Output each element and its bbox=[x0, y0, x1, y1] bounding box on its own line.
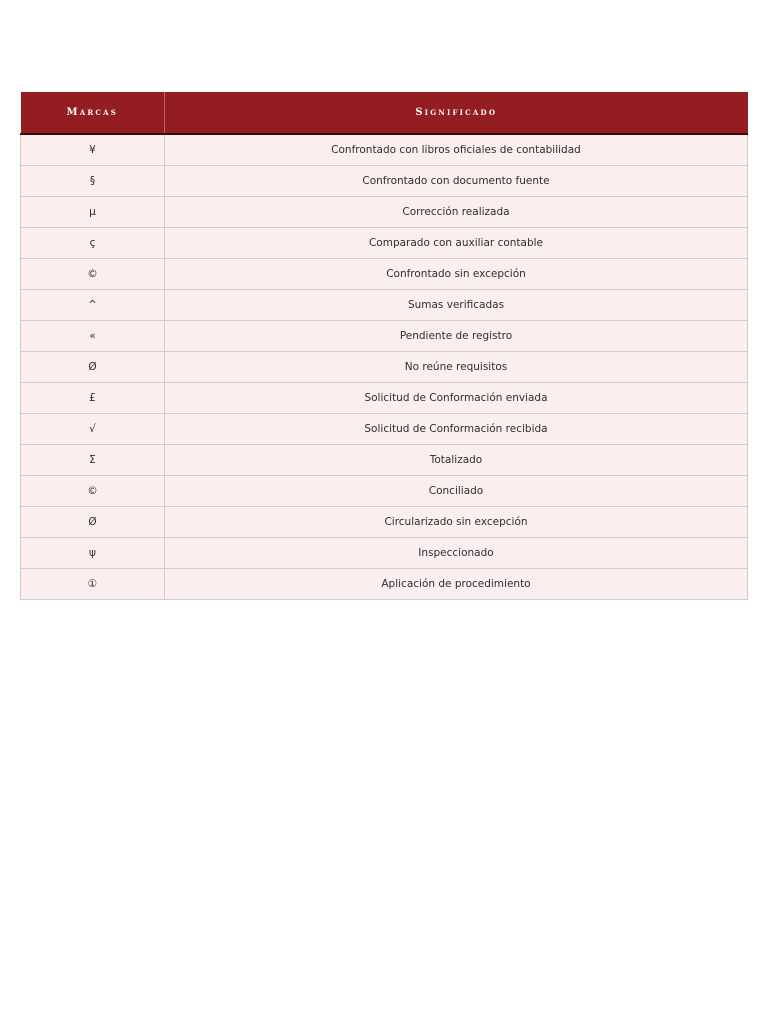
mark-symbol: Ø bbox=[21, 352, 165, 383]
header-marks: Marcas bbox=[21, 92, 165, 134]
header-meaning: Significado bbox=[165, 92, 748, 134]
mark-symbol: ç bbox=[21, 228, 165, 259]
mark-meaning: Confrontado sin excepción bbox=[165, 259, 748, 290]
table-row bbox=[21, 569, 748, 600]
table-row bbox=[21, 259, 748, 290]
mark-meaning: Solicitud de Conformación enviada bbox=[165, 383, 748, 414]
mark-meaning: Totalizado bbox=[165, 445, 748, 476]
mark-symbol: ¥ bbox=[21, 134, 165, 166]
table-row bbox=[21, 197, 748, 228]
mark-symbol: ^ bbox=[21, 290, 165, 321]
table-row bbox=[21, 414, 748, 445]
audit-marks-table bbox=[20, 92, 748, 600]
mark-symbol: ① bbox=[21, 569, 165, 600]
mark-meaning: Confrontado con documento fuente bbox=[165, 166, 748, 197]
mark-meaning: Solicitud de Conformación recibida bbox=[165, 414, 748, 445]
mark-meaning: Pendiente de registro bbox=[165, 321, 748, 352]
mark-symbol: µ bbox=[21, 197, 165, 228]
mark-meaning: No reúne requisitos bbox=[165, 352, 748, 383]
mark-symbol: Σ bbox=[21, 445, 165, 476]
table-header bbox=[21, 92, 748, 134]
mark-meaning: Confrontado con libros oficiales de contabilidad bbox=[165, 134, 748, 166]
mark-symbol: £ bbox=[21, 383, 165, 414]
mark-symbol: © bbox=[21, 476, 165, 507]
mark-meaning: Comparado con auxiliar contable bbox=[165, 228, 748, 259]
table-row bbox=[21, 134, 748, 166]
table-row bbox=[21, 476, 748, 507]
mark-symbol: √ bbox=[21, 414, 165, 445]
mark-meaning: Circularizado sin excepción bbox=[165, 507, 748, 538]
table-body bbox=[21, 134, 748, 600]
mark-meaning: Conciliado bbox=[165, 476, 748, 507]
table-row bbox=[21, 166, 748, 197]
table-row bbox=[21, 352, 748, 383]
mark-symbol: « bbox=[21, 321, 165, 352]
mark-symbol: © bbox=[21, 259, 165, 290]
table-row bbox=[21, 228, 748, 259]
table-row bbox=[21, 507, 748, 538]
mark-meaning: Corrección realizada bbox=[165, 197, 748, 228]
mark-meaning: Sumas verificadas bbox=[165, 290, 748, 321]
mark-symbol: § bbox=[21, 166, 165, 197]
table-row bbox=[21, 383, 748, 414]
table-row bbox=[21, 445, 748, 476]
table-row bbox=[21, 290, 748, 321]
mark-meaning: Aplicación de procedimiento bbox=[165, 569, 748, 600]
table-row bbox=[21, 321, 748, 352]
header-row bbox=[21, 92, 748, 134]
table-row bbox=[21, 538, 748, 569]
mark-symbol: ψ bbox=[21, 538, 165, 569]
mark-meaning: Inspeccionado bbox=[165, 538, 748, 569]
mark-symbol: Ø bbox=[21, 507, 165, 538]
